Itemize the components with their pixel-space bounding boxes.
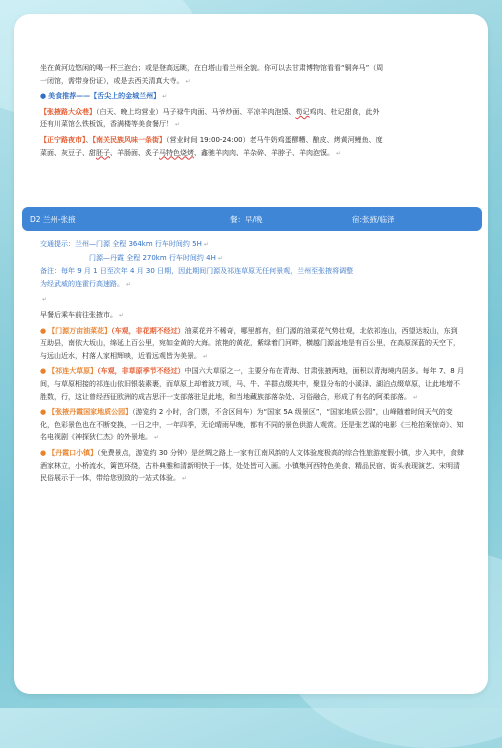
- food-item-2-name-a: 【正宁路夜市】: [40, 135, 86, 144]
- paragraph-mark: ↵: [42, 296, 48, 304]
- food-item-2-line2-row: [40, 147, 464, 161]
- food-item-1-name: 【张掖路大众巷】: [40, 107, 96, 116]
- traffic-note-line-2: 为经武威的连霍行高速路。: [40, 279, 124, 288]
- intro-line-2-row: [40, 75, 464, 89]
- food-item-2-wavy-2: 马特色烧烤: [159, 148, 194, 157]
- day-meals: 餐：早/晚: [230, 214, 263, 224]
- paragraph-mark: ↵: [126, 280, 132, 288]
- traffic-tip-label: 交通提示：: [40, 240, 75, 248]
- spot-name: 【丹霞口小镇】: [48, 448, 98, 457]
- day-stay: 宿:张掖/临泽: [352, 214, 395, 224]
- bullet-icon: ●: [40, 92, 47, 101]
- intro-paragraph: [40, 62, 464, 88]
- spot-tag: （车观，非花期不经过）: [111, 326, 185, 335]
- paragraph-mark: ↵: [175, 121, 181, 129]
- food-item-1-line2-row: [40, 118, 464, 132]
- paragraph-mark: ↵: [182, 475, 188, 483]
- blank-line: [40, 293, 464, 307]
- spot-name: 【门源万亩油菜花】: [48, 326, 112, 335]
- spot-name: 【张掖丹霞国家地质公园】: [48, 408, 133, 417]
- day-content: [40, 238, 464, 488]
- spot-danxia: [40, 406, 464, 445]
- spot-text: （游览约 2 小时，含门票，不含区间车）为“国家 5A 级景区”，“国家地质公园”，山峰随着时间天气的变化，色彩景色也在不断变换，一日之中，一年四季，无论晴雨早晚，都有不同的景色供游人观赏。还是张艺谋的电影《三枪拍案惊奇》、知名电视剧《神探狄仁杰》的外景地。: [40, 408, 464, 442]
- food-item-2: [40, 134, 464, 160]
- traffic-note-line-2-row: [40, 278, 464, 292]
- bullet-icon: ●: [40, 448, 47, 457]
- intro-line-2: 一闭馆，需带身份证），或是去西关清真大寺。: [40, 76, 184, 85]
- food-item-2-text: （营业时间 19:00-24:00）老马牛奶鸡蛋醪糟、酿皮、烤黄河鲤鱼、度: [166, 135, 383, 144]
- bullet-icon: ●: [40, 326, 47, 335]
- food-heading-a: 美食推荐——: [48, 92, 91, 101]
- bullet-icon: ●: [40, 367, 47, 376]
- food-item-2-name-b: 【南关民族风味一条街】: [92, 135, 166, 144]
- spot-text: 油菜花并不稀奇，哪里都有，但门源的油菜花气势壮观，北依祁连山，西望达坂山，东到互助县，南依大坂山，绵延上百公里，宛如金黄的大海。浓艳的黄花，紫绿着门河畔，横越门源盆地是有百公里，在高原深蓝的天空下，与远山近水，村落人家相辉映，近看远观皆为美景。: [40, 326, 460, 360]
- paragraph-mark: ↵: [119, 311, 125, 319]
- paragraph-mark: ↵: [336, 149, 342, 157]
- paragraph-mark: ↵: [203, 241, 209, 248]
- paragraph-mark: ↵: [185, 77, 191, 85]
- intro-line-1: 坐在黄河边悠闲的喝一杯三泡台；或是登高远眺，在白塔山看兰州全貌。你可以去甘肃博物馆看看“铜奔马”（周: [40, 64, 384, 72]
- food-item-2-line2-c: 、鑫驰羊肉肉、羊杂碎、羊脖子、羊肉泡馍。: [194, 148, 334, 157]
- depart-line: [40, 309, 464, 323]
- spot-text: 中国六大草原之一，主要分布在青海、甘肃张掖两地，面积以青海境内居多。每年 7、8 月间，与草原相接的祁连山依旧银装素裹，而草原上却着波万顷，马、牛、羊群点缀其中，聚显分布的小溪泽、湖泊点缀草原，让此地增不胜数，行，这让曾经西征欧洲的成吉思汗一支部落驻足此地，和当地藏族部落杂处、习俗融合，形成了有名的阿柔部落。: [40, 367, 464, 401]
- paragraph-mark: ↵: [217, 254, 223, 262]
- food-item-2-wavy-1: 胚子: [96, 148, 110, 157]
- spot-danxiakou: [40, 447, 464, 486]
- food-item-1-text-a: （白天、晚上均营业）马子禄牛肉面、马爷炒面、平凉羊肉泡馍、: [96, 107, 296, 116]
- spot-name: 【祁连大草原】: [48, 367, 98, 376]
- day-label: D2 兰州-张掖: [30, 214, 76, 224]
- bullet-icon: ●: [40, 408, 47, 417]
- document-content: [40, 62, 464, 162]
- food-heading: [40, 90, 464, 104]
- paragraph-mark: ↵: [162, 93, 168, 101]
- traffic-route-2: 门源—丹霞 全程 270km 行车时间约 4H: [89, 253, 216, 262]
- paragraph-mark: ↵: [413, 393, 419, 401]
- spot-menyuan: [40, 325, 464, 364]
- spot-text: （免费景点，游览约 30 分钟）是丝绸之路上一家有江南风韵的人文体验度极高的综合性旅游度假小镇，步入其中，食肆酒家林立，小桥流水，篱笆环绕，古朴典雅和清新明快于一体，处处皆可入画。小镇集河西特色美食、精品民宿、街头表现演艺、宋明清民俗展示于一体，带给您别致的一站式体验。: [40, 448, 464, 483]
- traffic-route-1: 兰州—门源 全程 364km 行车时间约 5H: [75, 240, 202, 248]
- paragraph-mark: ↵: [154, 434, 160, 442]
- food-item-2-line2-a: 菜面、灰豆子、甜: [40, 148, 96, 157]
- traffic-block: [40, 238, 464, 291]
- food-heading-b: 【舌尖上的金城兰州】: [90, 92, 161, 101]
- traffic-route-2-row: [40, 252, 464, 266]
- spot-qilian: [40, 365, 464, 404]
- food-item-1-line2: 还有川菜馆么铁板饭，香满楼等美食餐厅！: [40, 120, 173, 129]
- food-item-1: [40, 106, 464, 132]
- food-item-2-sep: 、: [85, 135, 93, 144]
- spot-tag: （车观，非草原季节不经过）: [97, 367, 185, 376]
- traffic-note-line-1: 备注：每年 9 月 1 日至次年 4 月 30 日期，因此期间门源及祁连草原无任何景观，兰州至张掖将调整: [40, 267, 354, 276]
- food-item-2-line2-b: 、羊肠面、炙子: [110, 148, 159, 157]
- depart-text: 早餐后乘车前往张掖市。: [40, 310, 117, 319]
- paragraph-mark: ↵: [203, 352, 209, 360]
- day-header-bar: [22, 207, 482, 231]
- food-item-1-wavy: 苟记: [295, 107, 310, 116]
- traffic-route-1-row: [40, 238, 464, 252]
- food-item-1-text-b: 鸡肉、杜记甜食，此外: [309, 107, 380, 116]
